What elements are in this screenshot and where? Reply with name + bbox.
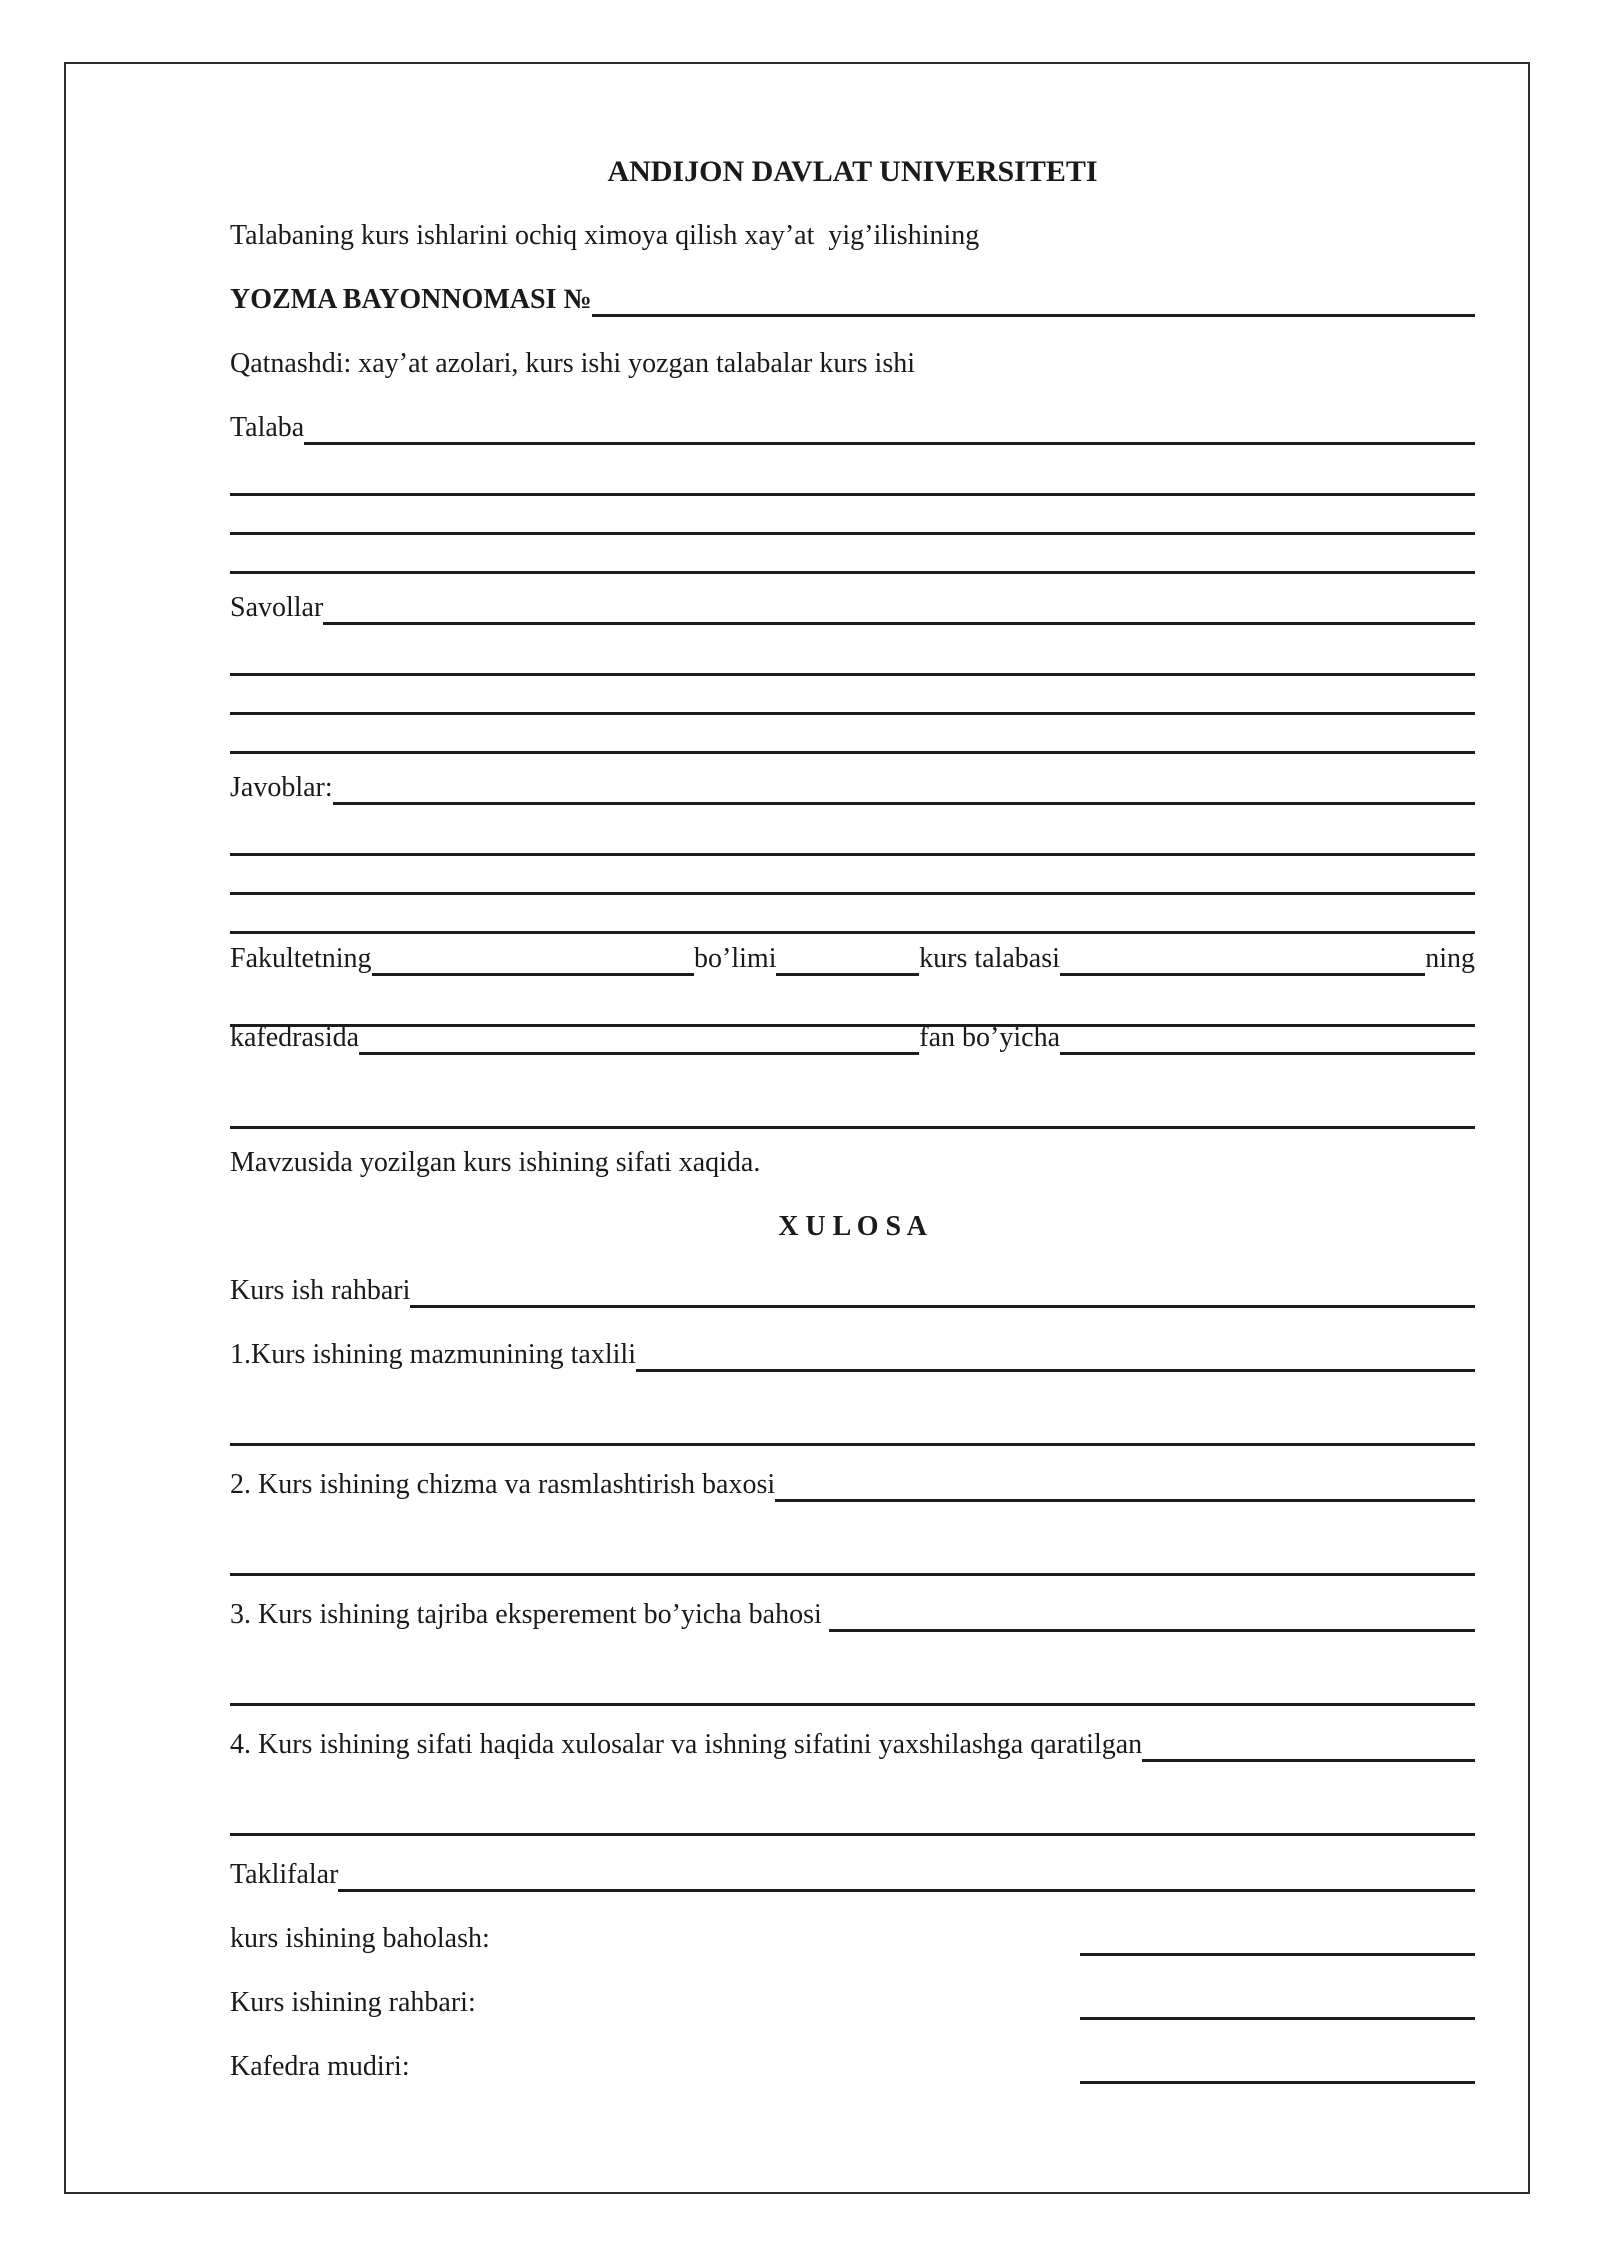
blank-row [230, 1540, 1475, 1578]
sig-mudiri [230, 2048, 1475, 2086]
blank-row [230, 499, 1475, 537]
blank-row [230, 1093, 1475, 1131]
blank-underline [230, 1540, 1475, 1576]
label-text: kurs ishining baholash: [230, 1923, 490, 1954]
blank-underline [230, 1670, 1475, 1706]
form-body [230, 0, 1475, 2086]
label-text: ning [1425, 943, 1475, 974]
document-title-text: ANDIJON DAVLAT UNIVERSITETI [607, 155, 1098, 188]
label-text: Talabaning kurs ishlarini ochiq ximoya qilish xay’at yig’ilishining [230, 220, 980, 251]
sig-baholash [230, 1920, 1475, 1958]
blank-row [230, 1800, 1475, 1838]
intro-line [230, 217, 1475, 255]
item-3-tajriba-bahosi [230, 1596, 1475, 1634]
label-text: Taklifalar [230, 1859, 339, 1890]
item-2-chizma-baxosi [230, 1466, 1475, 1504]
blank-underline [372, 940, 694, 976]
label-text: 3. Kurs ishining tajriba eksperement bo’yicha bahosi [230, 1599, 829, 1630]
blank-underline [230, 499, 1475, 535]
field-fakultet [230, 940, 1475, 978]
field-kafedra [230, 1019, 1475, 1057]
blank-underline [775, 1466, 1475, 1502]
blank-underline [230, 859, 1475, 895]
blank-underline [230, 640, 1475, 676]
blank-underline [410, 1272, 1475, 1308]
label-text: YOZMA BAYONNOMASI № [230, 284, 592, 315]
label-text: 1.Kurs ishining mazmunining taxlili [230, 1339, 636, 1370]
label-text: Kafedra mudiri: [230, 2051, 410, 2082]
blank-underline [338, 1856, 1475, 1892]
attendees-line [230, 345, 1475, 383]
blank-underline [829, 1596, 1475, 1632]
label-text: Qatnashdi: xay’at azolari, kurs ishi yozgan talabalar kurs ishi [230, 348, 916, 379]
label-text: Fakultetning [230, 943, 372, 974]
field-talaba [230, 409, 1475, 447]
blank-underline [1142, 1726, 1475, 1762]
spacer [490, 1920, 1080, 1958]
blank-underline [230, 538, 1475, 574]
label-text: 2. Kurs ishining chizma va rasmlashtirish baxosi [230, 1469, 776, 1500]
label-text: fan bo’yicha [919, 1022, 1060, 1053]
item-4-sifat-xulosalar [230, 1726, 1475, 1764]
blank-row [230, 718, 1475, 756]
label-text: bo’limi [694, 943, 777, 974]
spacer [410, 2048, 1080, 2086]
section-heading-xulosa [230, 1208, 1475, 1246]
label-text: Kurs ishining rahbari: [230, 1987, 476, 2018]
label-text: 4. Kurs ishining sifati haqida xulosalar va ishning sifatini yaxshilashga qaratilgan [230, 1729, 1143, 1760]
blank-underline [230, 679, 1475, 715]
label-text: kurs talabasi [919, 943, 1060, 974]
blank-underline [333, 769, 1475, 805]
blank-underline [304, 409, 1475, 445]
document-title [230, 153, 1475, 191]
blank-underline [230, 718, 1475, 754]
blank-row [230, 640, 1475, 678]
blank-underline [1060, 940, 1425, 976]
xulosa-heading-text: X U L O S A [778, 1211, 927, 1242]
blank-underline [1060, 1019, 1475, 1055]
blank-underline [1080, 1984, 1475, 2020]
field-taklifalar [230, 1856, 1475, 1894]
blank-underline [592, 281, 1475, 317]
label-text: kafedrasida [230, 1022, 360, 1053]
blank-row [230, 679, 1475, 717]
field-kurs-ish-rahbari [230, 1272, 1475, 1310]
blank-row [230, 1670, 1475, 1708]
blank-underline [230, 1800, 1475, 1836]
blank-row [230, 460, 1475, 498]
label-text: Talaba [230, 412, 305, 443]
label-text: Savollar [230, 592, 324, 623]
blank-underline [1080, 2048, 1475, 2084]
sig-rahbari [230, 1984, 1475, 2022]
blank-row [230, 898, 1475, 936]
mavzu-line [230, 1144, 1475, 1182]
blank-underline [230, 1093, 1475, 1129]
spacer [476, 1984, 1080, 2022]
blank-underline [359, 1019, 919, 1055]
blank-row [230, 538, 1475, 576]
label-text: Mavzusida yozilgan kurs ishining sifati xaqida. [230, 1147, 761, 1178]
field-protocol-number [230, 281, 1475, 319]
blank-underline [636, 1336, 1475, 1372]
blank-underline [776, 940, 919, 976]
item-1-mazmun-taxlili [230, 1336, 1475, 1374]
blank-underline [230, 1410, 1475, 1446]
field-savollar [230, 589, 1475, 627]
label-text: Javoblar: [230, 772, 333, 803]
field-javoblar [230, 769, 1475, 807]
blank-row [230, 859, 1475, 897]
blank-row [230, 1410, 1475, 1448]
label-text: Kurs ish rahbari [230, 1275, 411, 1306]
blank-row [230, 820, 1475, 858]
blank-underline [230, 898, 1475, 934]
blank-underline [1080, 1920, 1475, 1956]
blank-underline [323, 589, 1475, 625]
blank-underline [230, 820, 1475, 856]
blank-underline [230, 460, 1475, 496]
